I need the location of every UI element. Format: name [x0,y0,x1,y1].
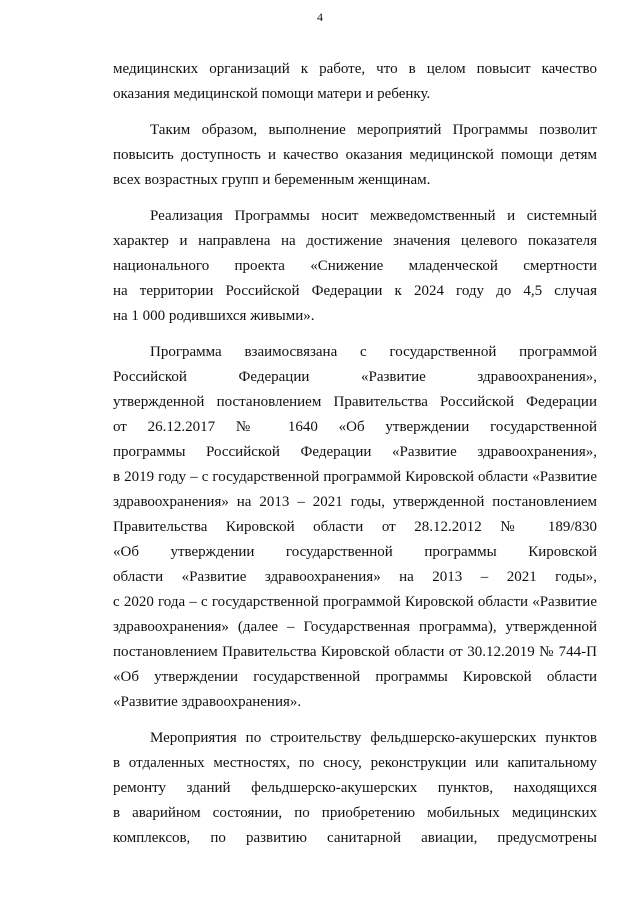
text-line: медицинских организаций к работе, что в целом повысит качество [113,61,597,77]
text-line: Российской Федерации «Развитие здравоохранения», [113,369,597,385]
text-line: Мероприятия по строительству фельдшерско-акушерских пунктов [150,730,597,746]
text-line: от 26.12.2017 № 1640 «Об утверждении государственной [113,419,597,435]
text-line: «Об утверждении государственной программы Кировской [113,544,597,560]
text-line: утвержденной постановлением Правительства Российской Федерации [113,394,597,410]
text-line: с 2020 года – с государственной программой Кировской области «Развитие [113,594,597,610]
text-line: области «Развитие здравоохранения» на 2013 – 2021 годы», [113,569,597,585]
text-line: повысить доступность и качество оказания медицинской помощи детям [113,147,597,163]
text-line: «Развитие здравоохранения». [113,694,302,710]
paragraph-continuation [113,57,597,107]
paragraph-activities [113,726,597,851]
paragraph-summary [113,118,597,193]
text-line: ремонту зданий фельдшерско-акушерских пунктов, находящихся [113,780,597,796]
text-line: Реализация Программы носит межведомственный и системный [150,208,597,224]
paragraph-related-programs [113,340,597,715]
text-line: Таким образом, выполнение мероприятий Программы позволит [150,122,597,138]
page-number: 4 [317,10,323,24]
text-line: всех возрастных групп и беременным женщинам. [113,172,431,188]
text-line: Программа взаимосвязана с государственной программой [150,344,597,360]
document-body [113,57,597,851]
text-line: в аварийном состоянии, по приобретению мобильных медицинских [113,805,597,821]
text-line: оказания медицинской помощи матери и ребенку. [113,86,431,102]
text-line: на территории Российской Федерации к 2024 году до 4,5 случая [113,283,597,299]
text-line: комплексов, по развитию санитарной авиации, предусмотрены [113,830,597,846]
paragraph-implementation [113,204,597,329]
text-line: «Об утверждении государственной программы Кировской области [113,669,597,685]
text-line: программы Российской Федерации «Развитие здравоохранения», [113,444,597,460]
text-line: национального проекта «Снижение младенческой смертности [113,258,597,274]
text-line: характер и направлена на достижение значения целевого показателя [113,233,597,249]
text-line: здравоохранения» на 2013 – 2021 годы, утвержденной постановлением [113,494,597,510]
text-line: здравоохранения» (далее – Государственная программа), утвержденной [113,619,597,635]
text-line: в 2019 году – с государственной программой Кировской области «Развитие [113,469,597,485]
text-line: на 1 000 родившихся живыми». [113,308,315,324]
text-line: постановлением Правительства Кировской области от 30.12.2019 № 744-П [113,644,597,660]
text-line: Правительства Кировской области от 28.12.2012 № 189/830 [113,519,597,535]
text-line: в отдаленных местностях, по сносу, реконструкции или капитальному [113,755,597,771]
